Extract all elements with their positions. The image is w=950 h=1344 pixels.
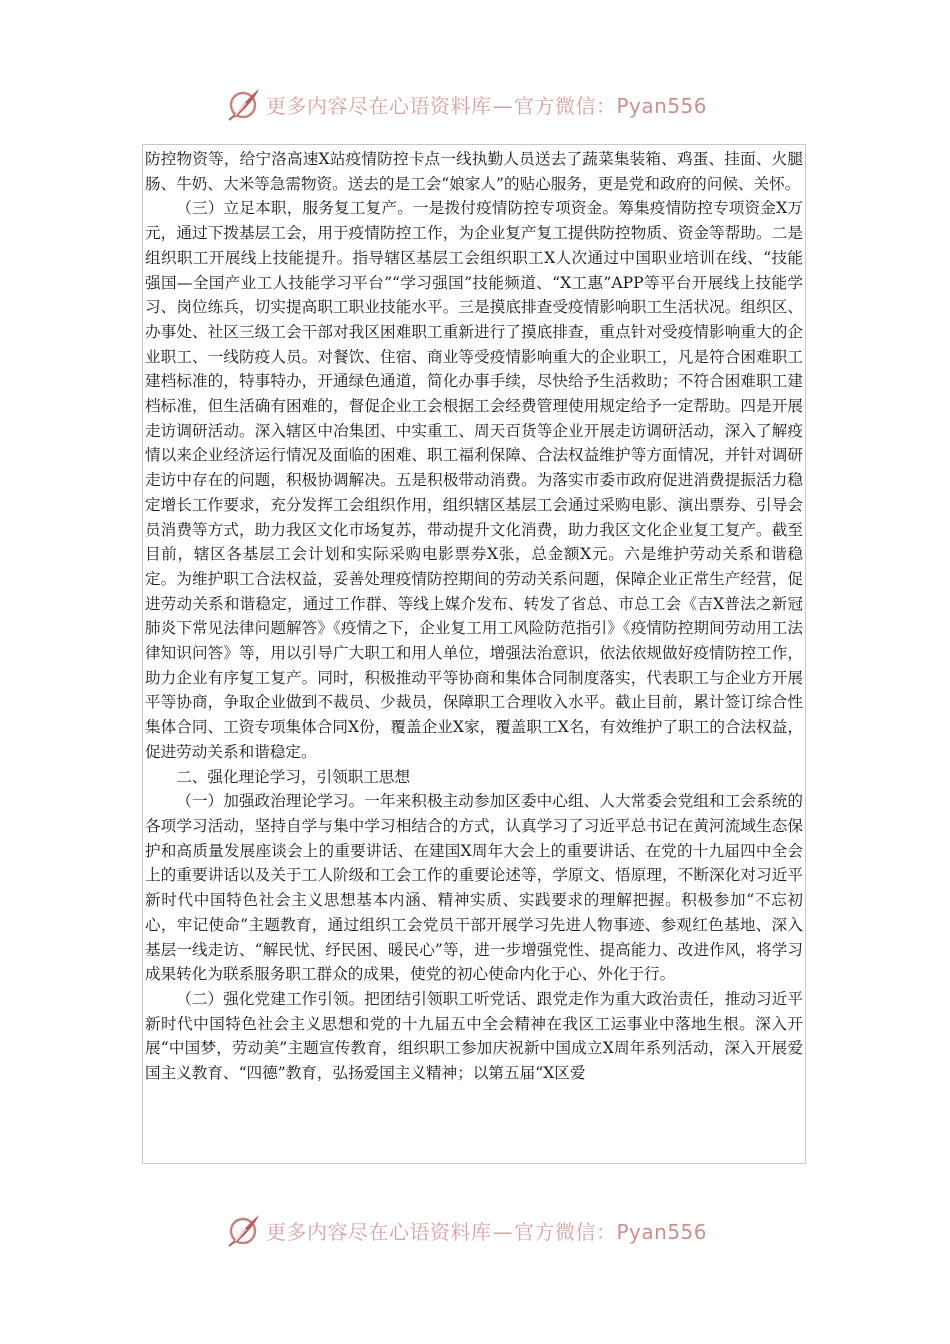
paragraph-political-theory-study: （一）加强政治理论学习。一年来积极主动参加区委中心组、人大常委会党组和工会系统的各项学习活动，坚持自学与集中学习相结合的方式，认真学习了习近平总书记在黄河流域生态保护和高质量发展座谈会上的重要讲话、在建国X周年大会上的重要讲话、在党的十九届四中全会上的重要讲话以及关于工人阶级和工会工作的重要论述等，学原文、悟原理，不断深化对习近平新时代中国特色社会主义思想基本内涵、精神实质、实践要求的理解把握。积极参加“不忘初心，牢记使命”主题教育，通过组织工会党员干部开展学习先进人物事迹、参观红色基地、深入基层一线走访、“解民忧、纾民困、暖民心”等，进一步增强党性、提高能力、改进作风，将学习成果转化为联系服务职工群众的成果，使党的初心使命内化于心、外化于行。 bbox=[145, 792, 803, 984]
watermark-wechat-id: Pyan556 bbox=[616, 93, 708, 118]
document-body bbox=[145, 147, 803, 1086]
feather-pen-logo-icon bbox=[226, 1212, 262, 1248]
watermark-wechat-id: Pyan556 bbox=[616, 1219, 708, 1244]
paragraph-section-3-resume-work: （三）立足本职，服务复工复产。一是拨付疫情防控专项资金。筹集疫情防控专项资金X万元，通过下拨基层工会，用于疫情防控工作，为企业复产复工提供防控物质、资金等帮助。二是组织职工开展线上技能提升。指导辖区基层工会组织职工X人次通过中国职业培训在线、“技能强国—全国产业工人技能学习平台”“学习强国”技能频道、“X工惠”APP等平台开展线上技能学习、岗位练兵，切实提高职工职业技能水平。三是摸底排查受疫情影响职工生活状况。组织区、办事处、社区三级工会干部对我区困难职工重新进行了摸底排查，重点针对受疫情影响重大的企业职工、一线防疫人员。对餐饮、住宿、商业等受疫情影响重大的企业职工，凡是符合困难职工建档标准的，特事特办，开通绿色通道，简化办事手续，尽快给予生活救助；不符合困难职工建档标准，但生活确有困难的，督促企业工会根据工会经费管理使用规定给予一定帮助。四是开展走访调研活动。深入辖区中冶集团、中实重工、周天百货等企业开展走访调研活动，深入了解疫情以来企业经济运行情况及面临的困难、职工福利保障、合法权益维护等方面情况，并针对调研走访中存在的问题，积极协调解决。五是积极带动消费。为落实市委市政府促进消费提振活力稳定增长工作要求，充分发挥工会组织作用，组织辖区基层工会通过采购电影、演出票券、引导会员消费等方式，助力我区文化市场复苏，带动提升文化消费，助力我区文化企业复工复产。截至目前，辖区各基层工会计划和实际采购电影票券X张，总金额X元。六是维护劳动关系和谐稳定。为维护职工合法权益，妥善处理疫情防控期间的劳动关系问题，保障企业正常生产经营，促进劳动关系和谐稳定，通过工作群、等线上媒介发布、转发了省总、市总工会《吉X普法之新冠肺炎下常见法律问题解答》《疫情之下，企业复工用工风险防范指引》《疫情防控期间劳动用工法律知识问答》等，用以引导广大职工和用人单位，增强法治意识，依法依规做好疫情防控工作，助力企业有序复工复产。同时，积极推动平等协商和集体合同制度落实，代表职工与企业方开展平等协商，争取企业做到不裁员、少裁员，保障职工合理收入水平。截止目前，累计签订综合性集体合同、工资专项集体合同X份，覆盖企业X家，覆盖职工X名，有效维护了职工的合法权益，促进劳动关系和谐稳定。 bbox=[145, 199, 803, 761]
watermark-title: 更多内容尽在心语资料库 bbox=[266, 1219, 492, 1244]
watermark-separator: — bbox=[492, 1219, 513, 1244]
footer-watermark-banner bbox=[0, 1210, 950, 1250]
watermark-title: 更多内容尽在心语资料库 bbox=[266, 93, 492, 118]
paragraph-continuation: 防控物资等，给宁洛高速X站疫情防控卡点一线执勤人员送去了蔬菜集装箱、鸡蛋、挂面、火腿肠、牛奶、大米等急需物资。送去的是工会“娘家人”的贴心服务，更是党和政府的问候、关怀。 bbox=[145, 150, 803, 193]
watermark-text bbox=[266, 1216, 707, 1245]
feather-pen-logo-icon bbox=[226, 86, 262, 122]
header-watermark-banner bbox=[0, 84, 950, 124]
watermark-wechat-label: 官方微信： bbox=[514, 1219, 617, 1244]
watermark-text bbox=[266, 90, 707, 119]
section-heading-theory-study: 二、强化理论学习，引领职工思想 bbox=[176, 767, 411, 786]
paragraph-party-building-guidance: （二）强化党建工作引领。把团结引领职工听党话、跟党走作为重大政治责任，推动习近平新时代中国特色社会主义思想和党的十九届五中全会精神在我区工运事业中落地生根。深入开展“中国梦，劳动美”主题宣传教育，组织职工参加庆祝新中国成立X周年系列活动，深入开展爱国主义教育、“四德”教育，弘扬爱国主义精神；以第五届“X区爱 bbox=[145, 989, 803, 1083]
watermark-wechat-label: 官方微信： bbox=[514, 93, 617, 118]
document-page-frame bbox=[142, 144, 806, 1164]
watermark-separator: — bbox=[492, 93, 513, 118]
